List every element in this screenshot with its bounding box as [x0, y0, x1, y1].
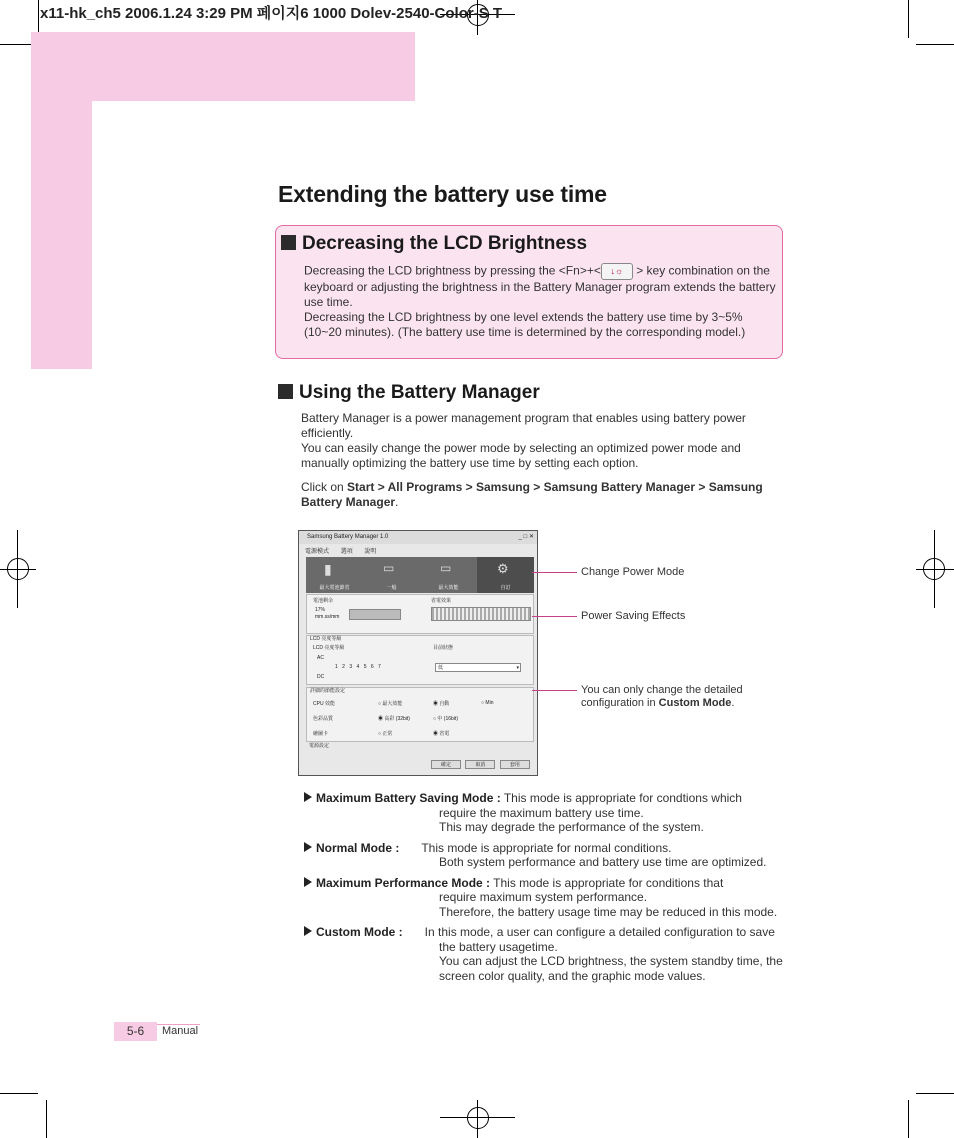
mode-first-line [304, 791, 784, 806]
level: 6 [370, 664, 374, 670]
mode-label: Maximum Performance Mode : [316, 875, 491, 890]
mode-first-line [304, 925, 784, 940]
mode-first-line [304, 876, 784, 891]
menu-item[interactable]: 說明 [364, 549, 377, 555]
crop-mark [916, 1093, 954, 1094]
apply-button[interactable]: 套用 [500, 760, 530, 769]
chevron-down-icon: ▾ [516, 665, 519, 671]
annotation-custom-mode-note [581, 684, 751, 710]
option-label: 最大效能 [382, 701, 403, 707]
menu-item[interactable]: 選項 [340, 549, 353, 555]
window-title: Samsung Battery Manager 1.0 [307, 534, 389, 540]
crop-mark [908, 1100, 909, 1138]
option-label: 高彩 (32bit) [384, 716, 410, 722]
click-instruction [301, 480, 777, 510]
text-span: You can only change the detailed configuration in [581, 684, 743, 709]
mode-label: Custom Mode : [316, 925, 403, 939]
saving-effect-label: 省電效果 [431, 598, 452, 604]
option-label: Min [485, 700, 494, 706]
lcd-level-label: LCD 亮度等級 [313, 645, 345, 651]
setting-label: CPU 效能 [313, 701, 335, 707]
option-label: 自動 [439, 701, 450, 707]
dc-label: DC [317, 674, 325, 680]
battery-time: mm.ss/mm [315, 614, 340, 620]
lcd-group-label: LCD 亮度等級 [310, 636, 342, 642]
radio-option[interactable]: ◉ 省電 [433, 731, 450, 737]
text-span: . [395, 495, 399, 509]
section-heading-text: Decreasing the LCD Brightness [302, 233, 588, 254]
mode-label: 自訂 [500, 585, 511, 591]
radio-option[interactable]: ○ 最大效能 [378, 701, 403, 707]
callout-line [532, 572, 577, 573]
intro-paragraph-2: You can easily change the power mode by selecting an optimized power mode and manually optimizing the battery use time by setting each option. [301, 441, 741, 470]
section-heading-battery-manager [278, 382, 540, 404]
registration-circle [467, 1107, 489, 1129]
mode-item-max-saving [304, 791, 784, 835]
page-number: 5-6 [114, 1022, 157, 1041]
triangle-bullet-icon [304, 926, 312, 936]
ok-button[interactable]: 確定 [431, 760, 461, 769]
menu-item[interactable]: 電源模式 [305, 549, 330, 555]
setting-row [313, 715, 528, 722]
registration-circle [7, 558, 29, 580]
brightness-select[interactable] [435, 663, 521, 672]
section-heading-lcd [281, 233, 587, 255]
pink-side-band [31, 32, 92, 369]
level: 5 [363, 664, 367, 670]
select-value: 低 [438, 665, 444, 671]
brightness-down-key-icon: ↓☼ [601, 263, 633, 280]
callout-line [532, 690, 577, 691]
page-title: Extending the battery use time [278, 181, 607, 207]
mode-button-max-performance[interactable] [420, 557, 477, 593]
text-span: Custom Mode [658, 697, 732, 709]
mode-text: the battery usagetime. [439, 939, 558, 954]
annotation-change-power-mode: Change Power Mode [581, 566, 685, 578]
mode-text: Therefore, the battery usage time may be reduced in this mode. [439, 904, 778, 919]
print-header: x11-hk_ch5 2006.1.24 3:29 PM 페이지6 1000 Dolev-2540-Color-S T [40, 5, 503, 22]
mode-first-line [304, 841, 784, 856]
lcd-paragraph-2: Decreasing the LCD brightness by one level extends the battery use time by 3~5% (10~20 minutes). (The battery use time is determined by the corresponding model.) [304, 310, 746, 339]
crop-mark [908, 0, 909, 38]
detail-group-label: 詳細的節能設定 [310, 688, 346, 694]
section-heading-text: Using the Battery Manager [299, 382, 540, 403]
menu-bar [305, 546, 376, 555]
mode-label: Maximum Battery Saving Mode : [316, 791, 501, 805]
battery-remaining-label: 電池剩余 [313, 598, 334, 604]
mode-text: This mode is appropriate for condtions which [503, 791, 742, 805]
cancel-button[interactable]: 取消 [465, 760, 495, 769]
window-controls-icon: _ □ ✕ [518, 534, 534, 540]
option-label: 中 (16bit) [437, 716, 458, 722]
battery-gauge [349, 609, 401, 620]
gear-icon: ⚙ [497, 561, 509, 576]
mode-descriptions [304, 791, 784, 989]
lcd-group [306, 635, 534, 685]
battery-manager-screenshot [298, 530, 538, 776]
mode-text: Both system performance and battery use time are optimized. [439, 855, 767, 869]
mode-text: require maximum system performance. [439, 890, 648, 904]
radio-option[interactable]: ○ 正常 [378, 731, 393, 737]
status-panel [306, 594, 534, 634]
radio-option[interactable]: ◉ 高彩 (32bit) [378, 716, 410, 722]
crop-mark [916, 44, 954, 45]
callout-line [532, 616, 577, 617]
triangle-bullet-icon [304, 842, 312, 852]
footer-label: Manual [162, 1025, 199, 1037]
dialog-buttons [431, 753, 533, 768]
laptop-icon: ▭ [383, 561, 395, 575]
text-span: Click on [301, 480, 348, 494]
level: 1 [335, 664, 338, 670]
mode-label: 一般 [386, 585, 397, 591]
radio-option[interactable]: ○ 中 (16bit) [433, 716, 458, 722]
mode-text: You can adjust the LCD brightness, the system standby time, the [439, 954, 783, 968]
lcd-paragraph-1 [304, 263, 776, 310]
radio-option[interactable]: ○ Min [481, 700, 494, 706]
laptop-icon: ▭ [440, 561, 452, 575]
battery-manager-intro [301, 411, 777, 510]
mode-text: In this mode, a user can configure a detailed configuration to save [424, 925, 775, 939]
mode-label: Normal Mode : [316, 840, 400, 855]
registration-circle [923, 558, 945, 580]
level: 2 [342, 664, 345, 670]
ac-label: AC [317, 655, 324, 661]
setting-label: 色彩品質 [313, 716, 334, 722]
annotation-power-saving-effects: Power Saving Effects [581, 610, 686, 622]
mode-label: 最大電池節省 [319, 585, 350, 591]
mode-item-max-performance [304, 876, 784, 920]
ambient-label: 目前狀態 [433, 645, 454, 651]
text-span: . [731, 697, 735, 709]
menu-path: Start > All Programs > Samsung > Samsung Battery Manager > Samsung Battery Manager [301, 480, 763, 509]
mode-label: 最大效能 [438, 585, 459, 591]
mode-button-max-saving[interactable] [306, 557, 363, 593]
mode-button-normal[interactable] [363, 557, 420, 593]
mode-text: require the maximum battery use time. [439, 805, 644, 820]
saving-effect-gauge [431, 607, 531, 621]
crop-mark [46, 1100, 47, 1138]
crop-mark [0, 1093, 38, 1094]
intro-paragraph-1: Battery Manager is a power management program that enables using battery power efficiently. [301, 411, 746, 440]
setting-row [313, 700, 528, 707]
option-label: 省電 [439, 731, 450, 737]
mode-text: This mode is appropriate for conditions that [493, 875, 724, 890]
mode-text: screen color quality, and the graphic mode values. [439, 968, 706, 983]
detail-settings-group [306, 687, 534, 742]
mode-text: This mode is appropriate for normal conditions. [421, 840, 672, 855]
mode-button-bar [306, 557, 534, 593]
level: 3 [349, 664, 353, 670]
text-span: Decreasing the LCD brightness by pressing the <Fn>+< [304, 263, 601, 278]
battery-percent: 17% [315, 607, 326, 613]
text-span: > key combination on the keyboard or adjusting the brightness in the Battery Manager program extends the battery use time. [304, 263, 776, 309]
square-bullet-icon [278, 384, 293, 399]
lcd-paragraph [304, 263, 776, 340]
triangle-bullet-icon [304, 877, 312, 887]
lcd-level-scale[interactable] [335, 664, 381, 670]
level: 4 [356, 664, 360, 670]
mode-item-normal [304, 841, 784, 870]
setting-row [313, 730, 528, 737]
option-label: 正常 [382, 731, 393, 737]
level: 7 [378, 664, 381, 670]
setting-label: 繪圖卡 [313, 731, 329, 737]
radio-option[interactable]: ◉ 自動 [433, 701, 450, 707]
battery-icon: ▮ [324, 561, 332, 577]
window-titlebar [299, 531, 537, 544]
mode-item-custom [304, 925, 784, 983]
triangle-bullet-icon [304, 792, 312, 802]
power-settings-label[interactable]: 電源設定 [309, 743, 330, 749]
mode-text: This may degrade the performance of the system. [439, 820, 704, 834]
mode-button-custom[interactable] [477, 557, 534, 593]
square-bullet-icon [281, 235, 296, 250]
